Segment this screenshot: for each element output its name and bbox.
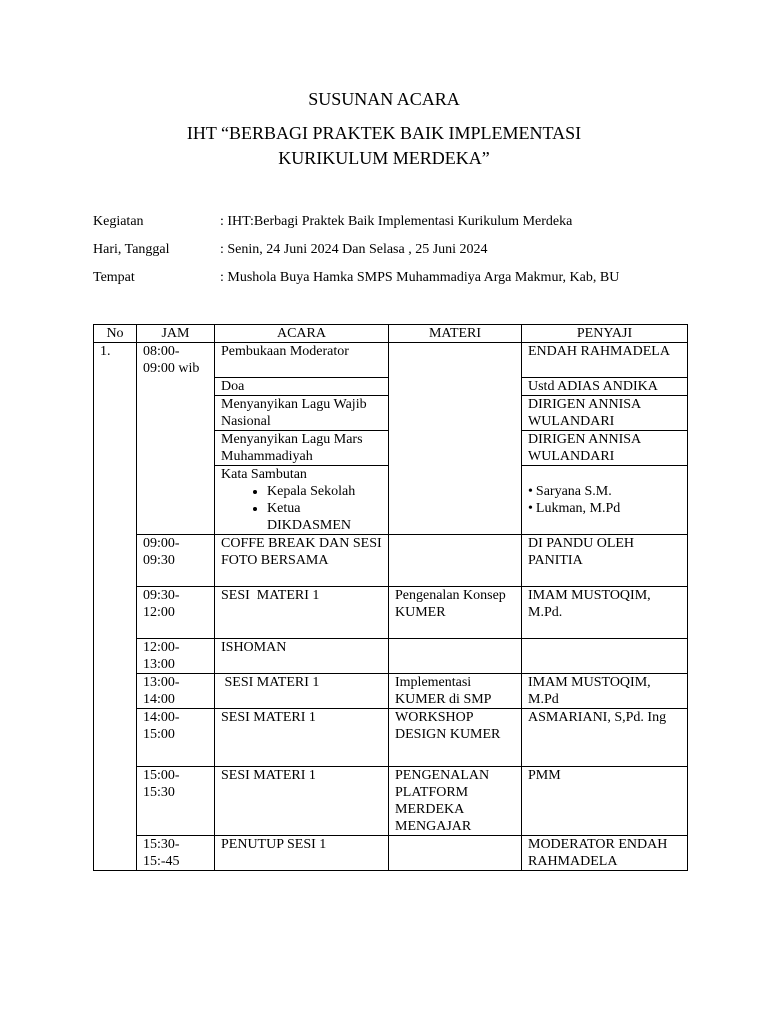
cell-materi: Pengenalan Konsep KUMER [389, 587, 522, 639]
cell-materi: WORKSHOP DESIGN KUMER [389, 709, 522, 767]
cell-materi [389, 639, 522, 674]
schedule-table [93, 324, 688, 871]
speaker-list [528, 483, 681, 517]
info-label: Tempat [93, 270, 135, 285]
cell-penyaji: Ustd ADIAS ANDIKA [522, 378, 688, 396]
cell-penyaji [522, 639, 688, 674]
table-row [94, 587, 688, 639]
table-row [94, 674, 688, 709]
cell-materi [389, 535, 522, 587]
cell-acara: SESI MATERI 1 [215, 767, 389, 836]
sambutan-list [221, 483, 382, 534]
page-title: SUSUNAN ACARA [308, 89, 460, 109]
cell-penyaji: DIRIGEN ANNISA WULANDARI [522, 431, 688, 466]
info-label: Hari, Tanggal [93, 242, 170, 257]
cell-jam: 14:00- 15:00 [137, 709, 215, 767]
table-row [94, 767, 688, 836]
list-item: • Saryana S.M. [528, 483, 681, 500]
list-item: • Lukman, M.Pd [528, 500, 681, 517]
cell-jam: 15:30- 15:-45 [137, 836, 215, 871]
info-label: Kegiatan [93, 214, 144, 229]
list-item: • Kepala Sekolah [267, 483, 382, 500]
cell-no: 1. [94, 343, 137, 871]
cell-acara: SESI MATERI 1 [215, 587, 389, 639]
col-header-penyaji: PENYAJI [522, 325, 688, 343]
cell-penyaji: ASMARIANI, S,Pd. Ing [522, 709, 688, 767]
table-row [94, 709, 688, 767]
cell-penyaji: IMAM MUSTOQIM, M.Pd. [522, 587, 688, 639]
col-header-jam: JAM [137, 325, 215, 343]
event-title-line2: KURIKULUM MERDEKA” [278, 148, 490, 168]
table-row [94, 343, 688, 378]
cell-materi: Implementasi KUMER di SMP [389, 674, 522, 709]
cell-jam: 12:00- 13:00 [137, 639, 215, 674]
cell-penyaji-sambutan [522, 466, 688, 535]
list-item: • Ketua DIKDASMEN [267, 500, 382, 534]
cell-acara: Menyanyikan Lagu Wajib Nasional [215, 396, 389, 431]
cell-penyaji: PMM [522, 767, 688, 836]
cell-penyaji: ENDAH RAHMADELA [522, 343, 688, 378]
col-header-no: No [94, 325, 137, 343]
cell-penyaji: DI PANDU OLEH PANITIA [522, 535, 688, 587]
cell-acara: SESI MATERI 1 [215, 674, 389, 709]
cell-materi: PENGENALAN PLATFORM MERDEKA MENGAJAR [389, 767, 522, 836]
sambutan-label: Kata Sambutan [221, 467, 307, 482]
event-title-line1: IHT “BERBAGI PRAKTEK BAIK IMPLEMENTASI [186, 123, 582, 143]
cell-acara: COFFE BREAK DAN SESI FOTO BERSAMA [215, 535, 389, 587]
table-header-row [94, 325, 688, 343]
cell-materi [389, 343, 522, 535]
cell-jam: 15:00- 15:30 [137, 767, 215, 836]
cell-penyaji: IMAM MUSTOQIM, M.Pd [522, 674, 688, 709]
cell-acara: Menyanyikan Lagu Mars Muhammadiyah [215, 431, 389, 466]
info-value: : Mushola Buya Hamka SMPS Muhammadiya Arga Makmur, Kab, BU [220, 270, 620, 285]
info-value: : IHT:Berbagi Praktek Baik Implementasi Kurikulum Merdeka [220, 214, 573, 229]
cell-penyaji: DIRIGEN ANNISA WULANDARI [522, 396, 688, 431]
cell-penyaji: MODERATOR ENDAH RAHMADELA [522, 836, 688, 871]
cell-acara-sambutan [215, 466, 389, 535]
cell-acara: Pembukaan Moderator [215, 343, 389, 378]
cell-jam: 09:30- 12:00 [137, 587, 215, 639]
cell-acara: SESI MATERI 1 [215, 709, 389, 767]
info-value: : Senin, 24 Juni 2024 Dan Selasa , 25 Juni 2024 [220, 242, 488, 257]
col-header-acara: ACARA [215, 325, 389, 343]
table-row [94, 836, 688, 871]
col-header-materi: MATERI [389, 325, 522, 343]
cell-jam: 08:00- 09:00 wib [137, 343, 215, 535]
cell-materi [389, 836, 522, 871]
cell-acara: ISHOMAN [215, 639, 389, 674]
cell-acara: PENUTUP SESI 1 [215, 836, 389, 871]
table-row [94, 639, 688, 674]
cell-jam: 13:00- 14:00 [137, 674, 215, 709]
cell-jam: 09:00- 09:30 [137, 535, 215, 587]
table-row [94, 535, 688, 587]
cell-acara: Doa [215, 378, 389, 396]
